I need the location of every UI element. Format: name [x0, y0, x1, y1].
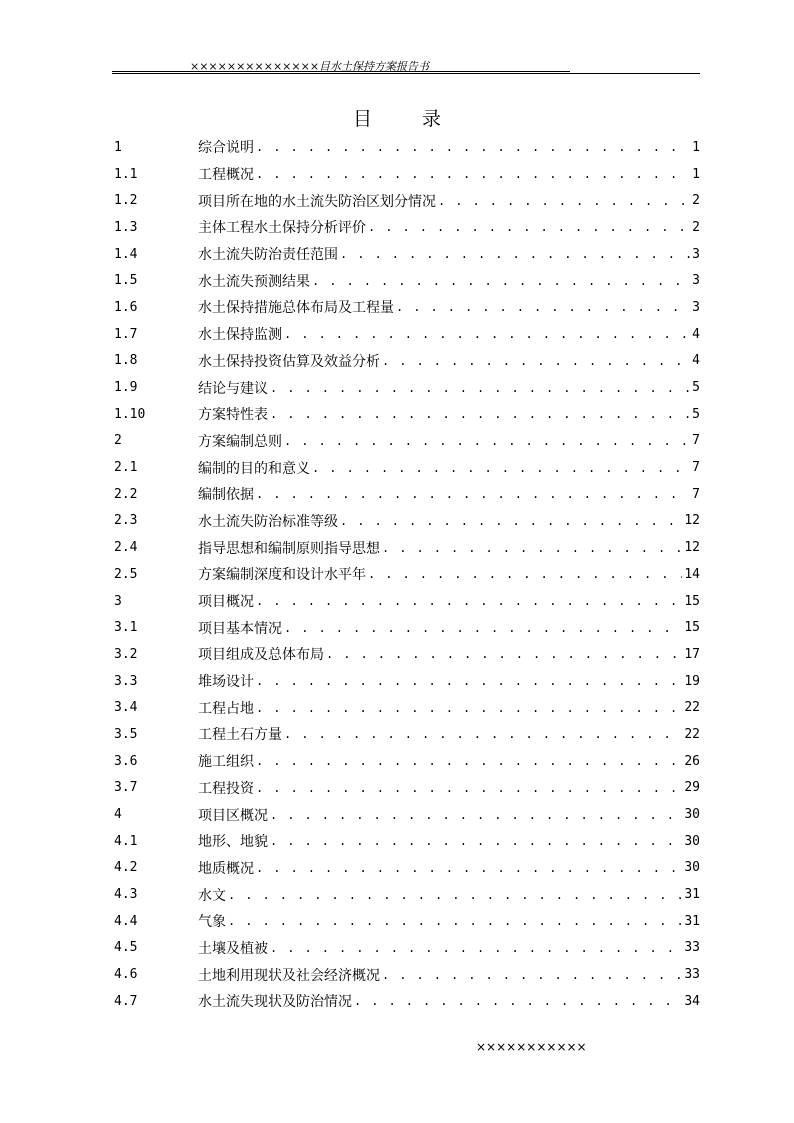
toc-dot-leader: [256, 781, 682, 795]
toc-entry-page: 14: [684, 566, 700, 582]
toc-entry-page: 15: [684, 620, 700, 636]
toc-entry-number: 4.3: [114, 887, 138, 903]
toc-entry-number: 1.6: [114, 299, 138, 315]
toc-entry[interactable]: [114, 908, 700, 935]
toc-entry-title: 项目区概况: [198, 807, 268, 824]
toc-entry-page: 31: [684, 887, 700, 903]
toc-entry[interactable]: [114, 348, 700, 375]
toc-dot-leader: [256, 754, 682, 768]
toc-dot-leader: [270, 407, 690, 421]
toc-entry-page: 2: [692, 193, 700, 209]
toc-entry-title: 水文: [198, 887, 226, 904]
toc-entry-title: 项目所在地的水土流失防治区划分情况: [198, 193, 436, 210]
toc-entry-number: 3.4: [114, 700, 138, 716]
toc-dot-leader: [228, 914, 682, 928]
toc-entry-title: 土壤及植被: [198, 940, 268, 957]
toc-entry-page: 17: [684, 646, 700, 662]
toc-entry-page: 30: [684, 807, 700, 823]
toc-dot-leader: [284, 727, 682, 741]
toc-entry-number: 1.2: [114, 193, 138, 209]
toc-entry-number: 1.3: [114, 219, 138, 235]
toc-entry-title: 水土流失防治标准等级: [198, 513, 338, 530]
toc-dot-leader: [382, 968, 682, 982]
toc-entry-number: 4.1: [114, 833, 138, 849]
toc-dot-leader: [284, 327, 690, 341]
toc-dot-leader: [256, 701, 682, 715]
toc-dot-leader: [326, 647, 682, 661]
toc-entry[interactable]: [114, 508, 700, 535]
header-rule-bottom: [112, 73, 700, 74]
toc-entry[interactable]: [114, 935, 700, 962]
toc-entry[interactable]: [114, 721, 700, 748]
toc-entry-page: 30: [684, 860, 700, 876]
toc-entry-page: 19: [684, 673, 700, 689]
toc-dot-leader: [340, 247, 690, 261]
toc-entry-number: 4.7: [114, 993, 138, 1009]
toc-entry-number: 3.6: [114, 753, 138, 769]
toc-dot-leader: [256, 861, 682, 875]
page-footer: ×××××××××××: [476, 1040, 587, 1054]
toc-entry[interactable]: [114, 481, 700, 508]
toc-entry-title: 水土流失预测结果: [198, 273, 310, 290]
toc-dot-leader: [340, 514, 682, 528]
toc-entry-number: 4.6: [114, 967, 138, 983]
toc-entry-number: 3.2: [114, 646, 138, 662]
table-of-contents: [114, 134, 700, 1015]
toc-entry-page: 22: [684, 726, 700, 742]
toc-entry-page: 29: [684, 780, 700, 796]
toc-entry-title: 方案编制总则: [198, 433, 282, 450]
toc-entry-page: 33: [684, 940, 700, 956]
toc-entry-page: 1: [692, 166, 700, 182]
toc-dot-leader: [368, 567, 682, 581]
toc-dot-leader: [270, 834, 682, 848]
toc-dot-leader: [284, 434, 690, 448]
toc-entry-number: 4: [114, 807, 122, 823]
toc-entry-page: 3: [692, 246, 700, 262]
toc-entry[interactable]: [114, 321, 700, 348]
toc-entry[interactable]: [114, 187, 700, 214]
toc-dot-leader: [312, 461, 690, 475]
toc-dot-leader: [256, 487, 690, 501]
toc-entry-page: 5: [692, 380, 700, 396]
toc-dot-leader: [256, 674, 682, 688]
toc-entry-page: 7: [692, 460, 700, 476]
toc-entry-title: 工程土石方量: [198, 727, 282, 744]
toc-dot-leader: [368, 220, 690, 234]
toc-entry-number: 1.10: [114, 406, 146, 422]
toc-entry-title: 项目基本情况: [198, 620, 282, 637]
toc-entry-number: 2.2: [114, 486, 138, 502]
toc-entry-page: 7: [692, 433, 700, 449]
toc-entry-number: 3.3: [114, 673, 138, 689]
toc-entry[interactable]: [114, 401, 700, 428]
toc-entry-number: 1.1: [114, 166, 138, 182]
toc-heading: 目 录: [352, 108, 464, 130]
toc-entry[interactable]: [114, 588, 700, 615]
toc-entry-title: 地质概况: [198, 860, 254, 877]
toc-entry[interactable]: [114, 428, 700, 455]
toc-entry-page: 12: [684, 513, 700, 529]
toc-dot-leader: [354, 994, 682, 1008]
toc-entry-number: 3.7: [114, 780, 138, 796]
toc-entry-number: 4.4: [114, 913, 138, 929]
toc-entry[interactable]: [114, 241, 700, 268]
toc-entry-title: 编制的目的和意义: [198, 460, 310, 477]
toc-dot-leader: [270, 381, 690, 395]
toc-entry-number: 2.4: [114, 540, 138, 556]
toc-entry-title: 主体工程水土保持分析评价: [198, 220, 366, 237]
toc-entry[interactable]: [114, 561, 700, 588]
toc-dot-leader: [312, 274, 690, 288]
toc-dot-leader: [256, 594, 682, 608]
toc-entry-page: 22: [684, 700, 700, 716]
toc-entry-number: 1.4: [114, 246, 138, 262]
toc-entry-title: 水土保持措施总体布局及工程量: [198, 300, 394, 317]
toc-entry-title: 土地利用现状及社会经济概况: [198, 967, 380, 984]
toc-entry[interactable]: [114, 454, 700, 481]
toc-entry-title: 指导思想和编制原则指导思想: [198, 540, 380, 557]
toc-entry-title: 方案特性表: [198, 407, 268, 424]
toc-dot-leader: [228, 888, 682, 902]
toc-entry-page: 33: [684, 967, 700, 983]
toc-entry-title: 堆场设计: [198, 674, 254, 691]
toc-entry-page: 26: [684, 753, 700, 769]
toc-dot-leader: [284, 621, 682, 635]
toc-entry-page: 7: [692, 486, 700, 502]
toc-entry[interactable]: [114, 294, 700, 321]
toc-entry[interactable]: [114, 668, 700, 695]
toc-entry-title: 水土保持监测: [198, 327, 282, 344]
toc-entry[interactable]: [114, 374, 700, 401]
toc-dot-leader: [270, 808, 682, 822]
toc-entry[interactable]: [114, 161, 700, 188]
toc-entry-number: 3.5: [114, 726, 138, 742]
toc-entry-page: 15: [684, 593, 700, 609]
toc-entry[interactable]: [114, 134, 700, 161]
toc-entry[interactable]: [114, 267, 700, 294]
toc-entry[interactable]: [114, 961, 700, 988]
toc-entry-title: 项目组成及总体布局: [198, 647, 324, 664]
toc-entry-title: 编制依据: [198, 487, 254, 504]
toc-entry-number: 3.1: [114, 620, 138, 636]
toc-entry[interactable]: [114, 614, 700, 641]
toc-entry-title: 施工组织: [198, 754, 254, 771]
toc-entry-page: 3: [692, 273, 700, 289]
toc-entry-number: 1: [114, 139, 122, 155]
toc-entry-page: 12: [684, 540, 700, 556]
toc-entry-title: 水土流失防治责任范围: [198, 247, 338, 264]
toc-entry-title: 工程概况: [198, 167, 254, 184]
toc-entry-number: 1.5: [114, 273, 138, 289]
toc-entry-page: 31: [684, 913, 700, 929]
toc-dot-leader: [438, 194, 690, 208]
toc-entry-page: 4: [692, 326, 700, 342]
toc-entry-number: 1.9: [114, 380, 138, 396]
toc-entry-page: 2: [692, 219, 700, 235]
toc-entry-title: 水土流失现状及防治情况: [198, 994, 352, 1011]
toc-dot-leader: [396, 300, 690, 314]
toc-entry-number: 1.7: [114, 326, 138, 342]
toc-entry-title: 地形、地貌: [198, 834, 268, 851]
toc-entry-number: 2.1: [114, 460, 138, 476]
toc-entry[interactable]: [114, 828, 700, 855]
toc-entry[interactable]: [114, 641, 700, 668]
toc-entry-page: 3: [692, 299, 700, 315]
toc-entry-title: 结论与建议: [198, 380, 268, 397]
toc-entry[interactable]: [114, 988, 700, 1015]
toc-entry-number: 2.5: [114, 566, 138, 582]
toc-dot-leader: [256, 167, 690, 181]
header-rule: [112, 71, 570, 72]
toc-entry-number: 3: [114, 593, 122, 609]
toc-entry-number: 4.5: [114, 940, 138, 956]
toc-entry-number: 4.2: [114, 860, 138, 876]
toc-entry[interactable]: [114, 775, 700, 802]
toc-entry[interactable]: [114, 748, 700, 775]
toc-entry-title: 综合说明: [198, 140, 254, 157]
toc-entry[interactable]: [114, 855, 700, 882]
toc-dot-leader: [382, 354, 690, 368]
toc-entry-title: 工程占地: [198, 700, 254, 717]
toc-entry-title: 方案编制深度和设计水平年: [198, 567, 366, 584]
toc-entry-page: 34: [684, 993, 700, 1009]
toc-entry-title: 工程投资: [198, 780, 254, 797]
toc-entry-page: 4: [692, 353, 700, 369]
header-title: ××××××××××××××目水土保持方案报告书: [190, 60, 430, 73]
toc-entry-title: 气象: [198, 914, 226, 931]
toc-entry[interactable]: [114, 214, 700, 241]
toc-dot-leader: [270, 941, 682, 955]
toc-entry[interactable]: [114, 801, 700, 828]
toc-entry-page: 5: [692, 406, 700, 422]
toc-entry-page: 1: [692, 139, 700, 155]
toc-entry-number: 2: [114, 433, 122, 449]
toc-entry[interactable]: [114, 694, 700, 721]
toc-entry-title: 项目概况: [198, 594, 254, 611]
toc-dot-leader: [256, 140, 690, 154]
toc-dot-leader: [382, 541, 682, 555]
toc-entry-page: 30: [684, 833, 700, 849]
toc-entry[interactable]: [114, 534, 700, 561]
toc-entry[interactable]: [114, 881, 700, 908]
toc-entry-number: 2.3: [114, 513, 138, 529]
toc-entry-title: 水土保持投资估算及效益分析: [198, 353, 380, 370]
toc-entry-number: 1.8: [114, 353, 138, 369]
